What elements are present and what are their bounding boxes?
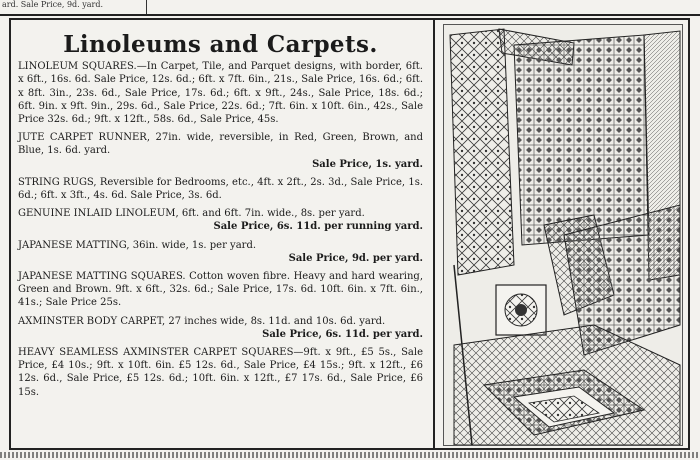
item-price: Sale Price, 9d. per yard.	[288, 252, 423, 264]
text-column	[18, 22, 423, 446]
item-price: Sale Price, 6s. 11d. per running yard.	[213, 221, 423, 233]
item-body: JUTE CARPET RUNNER, 27in. wide, reversible, in Red, Green, Brown, and Blue, 1s. 6d. yard.	[18, 132, 423, 157]
item-inlaid-linoleum	[18, 207, 423, 233]
item-string-rugs	[18, 176, 423, 202]
header-strip	[0, 0, 700, 16]
item-price: Sale Price, 6s. 11d. per yard.	[262, 328, 423, 340]
item-linoleum-squares	[18, 60, 423, 126]
item-price: Sale Price, 1s. yard.	[312, 158, 423, 170]
bottom-border	[0, 452, 700, 458]
item-matting-squares	[18, 270, 423, 310]
page-title: Linoleums and Carpets.	[63, 31, 378, 58]
item-axminster-body	[18, 315, 423, 341]
item-body: AXMINSTER BODY CARPET, 27 inches wide, 8s. 11d. and 10s. 6d. yard.	[18, 315, 386, 327]
header-divider	[146, 0, 147, 14]
header-strip-text: ard. Sale Price, 9d. yard.	[2, 0, 104, 9]
carpet-illustration	[443, 24, 683, 446]
item-body: JAPANESE MATTING, 36in. wide, 1s. per yard.	[18, 239, 257, 251]
item-japanese-matting	[18, 239, 423, 265]
item-body: STRING RUGS, Reversible for Bedrooms, etc., 4ft. x 2ft., 2s. 3d., Sale Price, 1s. 6d.; 6ft. x 3ft., 4s. 6d. Sale Price, 3s. 6d.	[18, 176, 423, 202]
item-body: GENUINE INLAID LINOLEUM, 6ft. and 6ft. 7in. wide., 8s. per yard.	[18, 208, 365, 220]
column-divider	[433, 18, 435, 450]
carpet-illustration-icon	[444, 25, 682, 445]
item-body: LINOLEUM SQUARES.—In Carpet, Tile, and Parquet designs, with border, 6ft. x 6ft., 16s. 6d. Sale Price, 12s. 6d.; 6ft. x 7ft. 6in., 21s., Sale Price, 16s. 6d.; 6ft. x 8ft. 3in., 23s. 6d., Sale Price, 17s. 6d.; 6ft. x 9ft., 24s., Sale Price, 18s. 6d.; 6ft. 9in. x 9ft. 9in., 29s. 6d., Sale Price, 22s. 6d.; 7ft. 6in. x 10ft. 6in., 42s., Sale Price 32s. 6d.; 9ft. x 12ft., 58s. 6d., Sale Price, 45s.	[18, 61, 423, 126]
item-axminster-squares	[18, 346, 423, 399]
item-body: JAPANESE MATTING SQUARES. Cotton woven fibre. Heavy and hard wearing, Green and Brown. 9ft. x 6ft., 32s. 6d.; Sale Price, 17s. 6d. 10ft. 6in. x 7ft. 6in., 41s.; Sale Price 25s.	[18, 271, 423, 309]
item-jute-runner	[18, 131, 423, 171]
item-body: HEAVY SEAMLESS AXMINSTER CARPET SQUARES—9ft. x 9ft., £5 5s., Sale Price, £4 10s.; 9ft. x 10ft. 6in. £5 12s. 6d., Sale Price, £4 15s.; 9ft. x 12ft., £6 12s. 6d., Sale Price, £5 12s. 6d.; 10ft. 6in. x 12ft., £7 17s. 6d., Sale Price, £6 15s.	[18, 347, 423, 398]
